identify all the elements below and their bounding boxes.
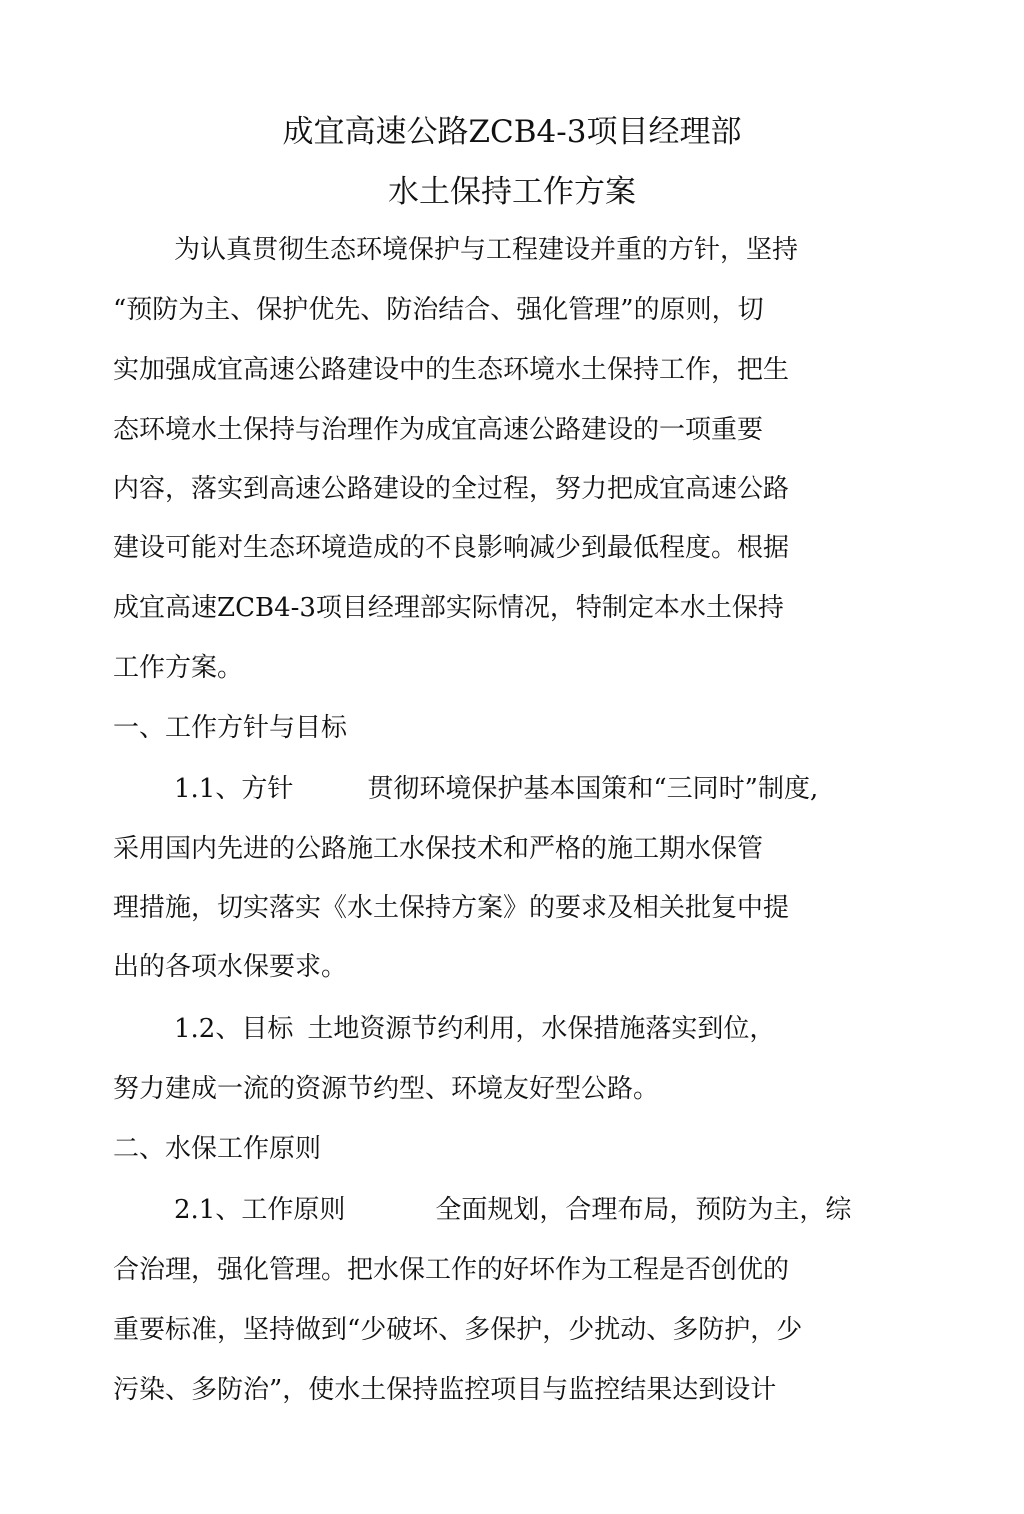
- item-1-1-label: 1.1、方针: [174, 774, 294, 804]
- item-1-2: [174, 1012, 775, 1046]
- section1-heading: 一、工作方针与目标: [113, 713, 348, 743]
- item-1-1-line: 理措施，切实落实《水土保持方案》的要求及相关批复中提: [113, 893, 790, 923]
- intro-line: 成宜高速ZCB4-3项目经理部实际情况，特制定本水土保持: [113, 593, 784, 623]
- intro-line: 内容，落实到高速公路建设的全过程，努力把成宜高速公路: [113, 474, 790, 504]
- intro-line: 为认真贯彻生态环境保护与工程建设并重的方针，坚持: [174, 235, 799, 265]
- document-title-line1: 成宜高速公路ZCB4-3项目经理部: [282, 114, 742, 150]
- item-2-1-line: 重要标准，坚持做到“少破坏、多保护，少扰动、多防护，少: [113, 1315, 803, 1345]
- item-1-1-text: 贯彻环境保护基本国策和“三同时”制度,: [367, 774, 819, 804]
- item-1-1-line: 出的各项水保要求。: [113, 952, 348, 982]
- intro-line: 建设可能对生态环境造成的不良影响减少到最低程度。根据: [113, 533, 790, 563]
- item-1-2-text: 土地资源节约利用，水保措施落实到位，: [307, 1014, 776, 1044]
- section2-heading: 二、水保工作原则: [113, 1134, 322, 1164]
- item-2-1-text: 全面规划，合理布局，预防为主，综: [435, 1195, 852, 1225]
- item-2-1: [174, 1193, 851, 1227]
- intro-line: 态环境水土保持与治理作为成宜高速公路建设的一项重要: [113, 415, 764, 445]
- item-2-1-line: 污染、多防治”，使水土保持监控项目与监控结果达到设计: [113, 1375, 777, 1405]
- document-title-line2: 水土保持工作方案: [388, 174, 636, 210]
- item-2-1-label: 2.1、工作原则: [174, 1195, 346, 1225]
- item-1-2-line: 努力建成一流的资源节约型、环境友好型公路。: [113, 1074, 660, 1104]
- item-1-1-line: 采用国内先进的公路施工水保技术和严格的施工期水保管: [113, 834, 764, 864]
- intro-line: “预防为主、保护优先、防治结合、强化管理”的原则，切: [113, 295, 764, 325]
- item-1-2-label: 1.2、目标: [174, 1014, 294, 1044]
- item-1-1: [174, 772, 818, 806]
- intro-line: 工作方案。: [113, 653, 244, 683]
- item-2-1-line: 合治理，强化管理。把水保工作的好坏作为工程是否创优的: [113, 1255, 790, 1285]
- intro-line: 实加强成宜高速公路建设中的生态环境水土保持工作，把生: [113, 355, 790, 385]
